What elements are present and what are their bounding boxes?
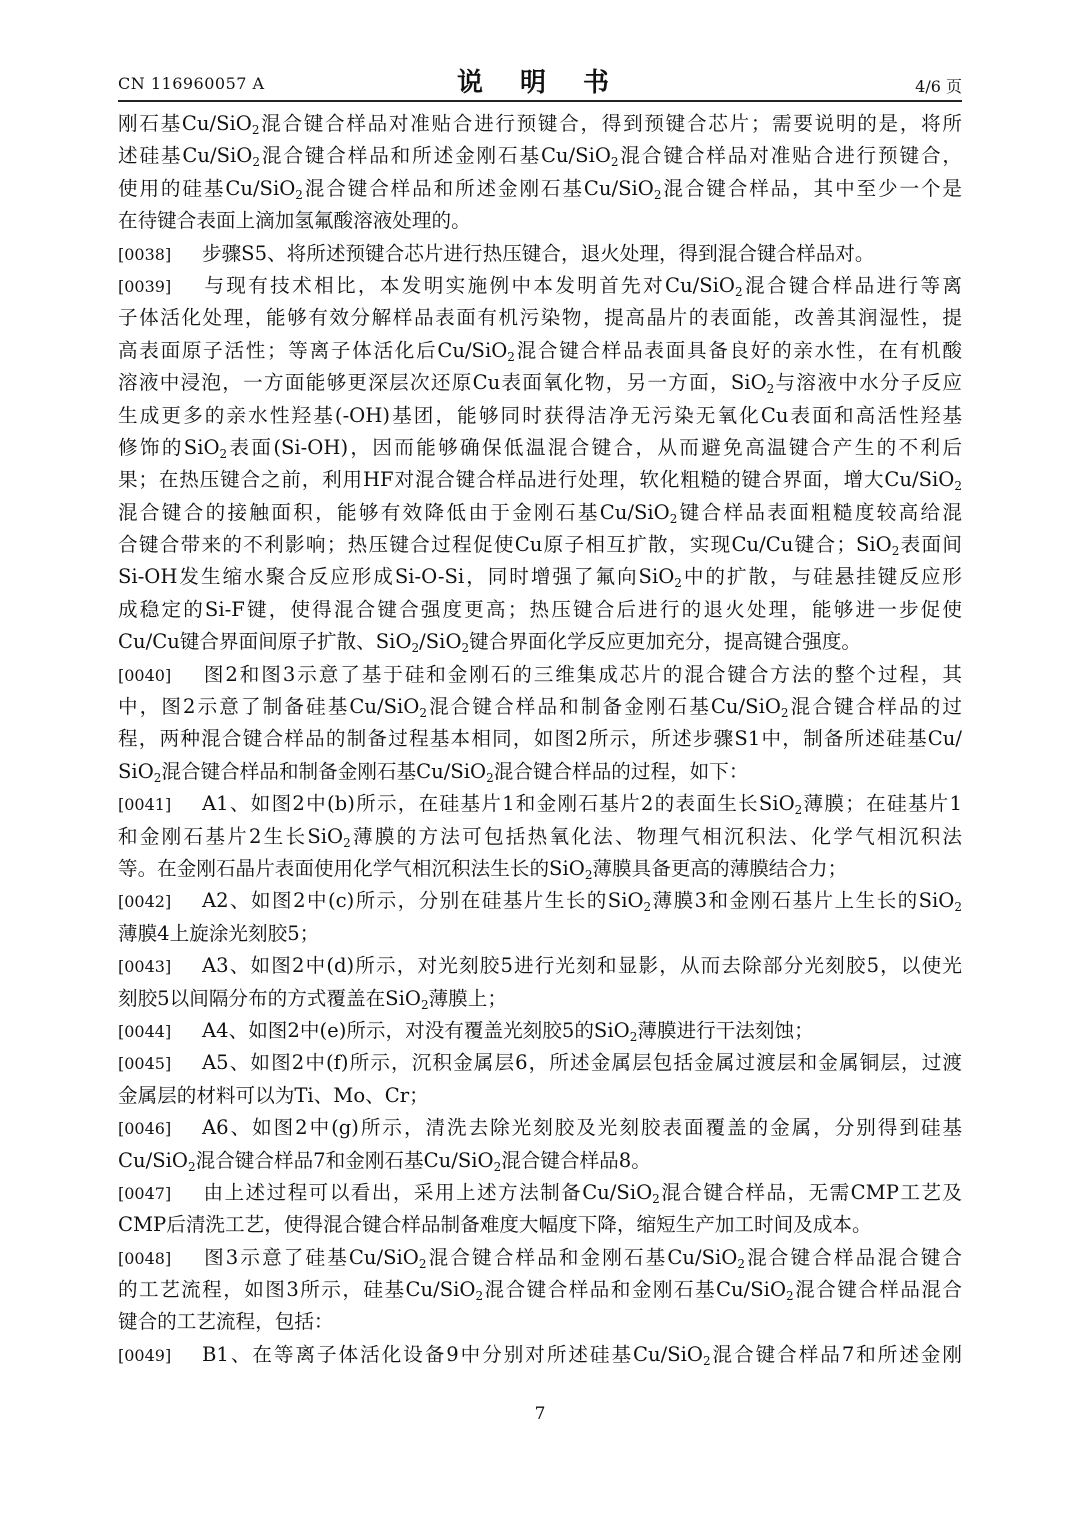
text-line: 薄膜4上旋涂光刻胶5；	[118, 921, 320, 945]
text-line: [0041] A1、如图2中(b)所示，在硅基片1和金刚石基片2的表面生长SiO$_2$薄膜；在硅基片1	[118, 788, 962, 820]
paragraph-number: [0048]	[118, 1248, 172, 1268]
paragraph-number: [0040]	[118, 665, 172, 685]
paragraph-number: [0049]	[118, 1345, 172, 1365]
text-line: 刻胶5以间隔分布的方式覆盖在SiO$_2$薄膜上；	[118, 986, 507, 1012]
text-line: [0042] A2、如图2中(c)所示，分别在硅基片生长的SiO$_2$薄膜3和金刚石基片上生长的SiO$_2$	[118, 885, 962, 917]
text-line: SiO$_2$混合键合样品和制备金刚石基Cu/SiO$_2$混合键合样品的过程，如下：	[118, 759, 749, 785]
text-line: 在待键合表面上滴加氢氟酸溶液处理的。	[118, 209, 471, 233]
text-line: 生成更多的亲水性羟基(-OH)基团，能够同时获得洁净无污染无氧化Cu表面和高活性羟基	[118, 403, 962, 427]
paragraph-number: [0045]	[118, 1054, 172, 1074]
text-line: 和金刚石基片2生长SiO$_2$薄膜的方法可包括热氧化法、物理气相沉积法、化学气相沉积法	[118, 824, 963, 850]
text-line: 的工艺流程，如图3所示，硅基Cu/SiO$_2$混合键合样品和金刚石基Cu/SiO$_2$混合键合样品混合	[118, 1278, 963, 1304]
text-line: [0048] 图3示意了硅基Cu/SiO$_2$混合键合样品和金刚石基Cu/SiO$_2$混合键合样品混合键合	[118, 1242, 962, 1274]
text-line: 金属层的材料可以为Ti、Mo、Cr；	[118, 1083, 429, 1107]
text-line: 程，两种混合键合样品的制备过程基本相同，如图2所示，所述步骤S1中，制备所述硅基Cu/	[118, 727, 962, 751]
text-line: Cu/SiO$_2$混合键合样品7和金刚石基Cu/SiO$_2$混合键合样品8。	[118, 1148, 651, 1174]
page-header	[118, 62, 962, 98]
paragraph-number: [0046]	[118, 1119, 172, 1139]
text-line: Cu/Cu键合界面间原子扩散、SiO$_2$/SiO$_2$键合界面化学反应更加充分，提高键合强度。	[118, 630, 862, 656]
patent-number: CN 116960057 A	[118, 74, 265, 93]
text-line: [0038] 步骤S5、将所述预键合芯片进行热压键合，退火处理，得到混合键合样品对。	[118, 238, 962, 270]
text-line: [0039] 与现有技术相比，本发明实施例中本发明首先对Cu/SiO$_2$混合键合样品进行等离	[118, 270, 962, 302]
page-number: 7	[534, 1404, 546, 1424]
header-rule	[118, 100, 962, 102]
paragraph-number: [0047]	[118, 1183, 172, 1203]
text-line: 修饰的SiO$_2$表面(Si-OH)，因而能够确保低温混合键合，从而避免高温键合产生的不利后	[118, 435, 962, 461]
page-indicator: 4/6 页	[915, 77, 962, 96]
text-line: 成稳定的Si-F键，使得混合键合强度更高；热压键合后进行的退火处理，能够进一步促使	[118, 597, 962, 621]
text-line: [0044] A4、如图2中(e)所示，对没有覆盖光刻胶5的SiO$_2$薄膜进行干法刻蚀；	[118, 1015, 962, 1047]
text-line: 键合的工艺流程，包括：	[118, 1310, 334, 1334]
paragraph-number: [0042]	[118, 892, 172, 912]
document-title: 说 明 书	[456, 68, 624, 98]
text-line: [0049] B1、在等离子体活化设备9中分别对所述硅基Cu/SiO$_2$混合键合样品7和所述金刚	[118, 1339, 962, 1371]
text-line: [0046] A6、如图2中(g)所示，清洗去除光刻胶及光刻胶表面覆盖的金属，分别得到硅基	[118, 1112, 962, 1144]
text-line: 混合键合的接触面积，能够有效降低由于金刚石基Cu/SiO$_2$键合样品表面粗糙度较高给混	[118, 500, 963, 526]
text-line: 高表面原子活性；等离子体活化后Cu/SiO$_2$混合键合样品表面具备良好的亲水性，在有机酸	[118, 338, 962, 364]
text-line: 刚石基Cu/SiO$_2$混合键合样品对准贴合进行预键合，得到预键合芯片；需要说明的是，将所	[118, 112, 963, 137]
text-line: [0047] 由上述过程可以看出，采用上述方法制备Cu/SiO$_2$混合键合样品，无需CMP工艺及	[118, 1177, 962, 1209]
text-line: [0040] 图2和图3示意了基于硅和金刚石的三维集成芯片的混合键合方法的整个过程，其	[118, 659, 962, 691]
text-line: 果；在热压键合之前，利用HF对混合键合样品进行处理，软化粗糙的键合界面，增大Cu/SiO$_2$	[118, 468, 962, 494]
text-line: [0045] A5、如图2中(f)所示，沉积金属层6，所述金属层包括金属过渡层和金属铜层，过渡	[118, 1047, 962, 1079]
paragraph-number: [0039]	[118, 276, 172, 296]
text-line: Si-OH发生缩水聚合反应形成Si-O-Si，同时增强了氟向SiO$_2$中的扩散，与硅悬挂键反应形	[118, 565, 962, 591]
paragraph-number: [0044]	[118, 1021, 172, 1041]
text-line: 等。在金刚石晶片表面使用化学气相沉积法生长的SiO$_2$薄膜具备更高的薄膜结合力；	[118, 856, 848, 882]
text-line: [0043] A3、如图2中(d)所示，对光刻胶5进行光刻和显影，从而去除部分光刻胶5，以使光	[118, 950, 962, 982]
text-line: 子体活化处理，能够有效分解样品表面有机污染物，提高晶片的表面能，改善其润湿性，提	[118, 306, 962, 330]
paragraph-number: [0043]	[118, 957, 172, 977]
paragraph-number: [0041]	[118, 795, 172, 815]
text-line: 述硅基Cu/SiO$_2$混合键合样品和所述金刚石基Cu/SiO$_2$混合键合样品对准贴合进行预键合，	[118, 144, 963, 170]
text-line: 中，图2示意了制备硅基Cu/SiO$_2$混合键合样品和制备金刚石基Cu/SiO$_2$混合键合样品的过	[118, 695, 963, 721]
text-line: 合键合带来的不利影响；热压键合过程促使Cu原子相互扩散，实现Cu/Cu键合；SiO$_2$表面间	[118, 533, 963, 559]
text-line: 使用的硅基Cu/SiO$_2$混合键合样品和所述金刚石基Cu/SiO$_2$混合键合样品，其中至少一个是	[118, 176, 963, 202]
text-line: CMP后清洗工艺，使得混合键合样品制备难度大幅度下降，缩短生产加工时间及成本。	[118, 1213, 872, 1237]
paragraph-number: [0038]	[118, 244, 172, 264]
text-line: 溶液中浸泡，一方面能够更深层次还原Cu表面氧化物，另一方面，SiO$_2$与溶液中水分子反应	[118, 371, 962, 397]
document-body	[118, 108, 962, 1371]
